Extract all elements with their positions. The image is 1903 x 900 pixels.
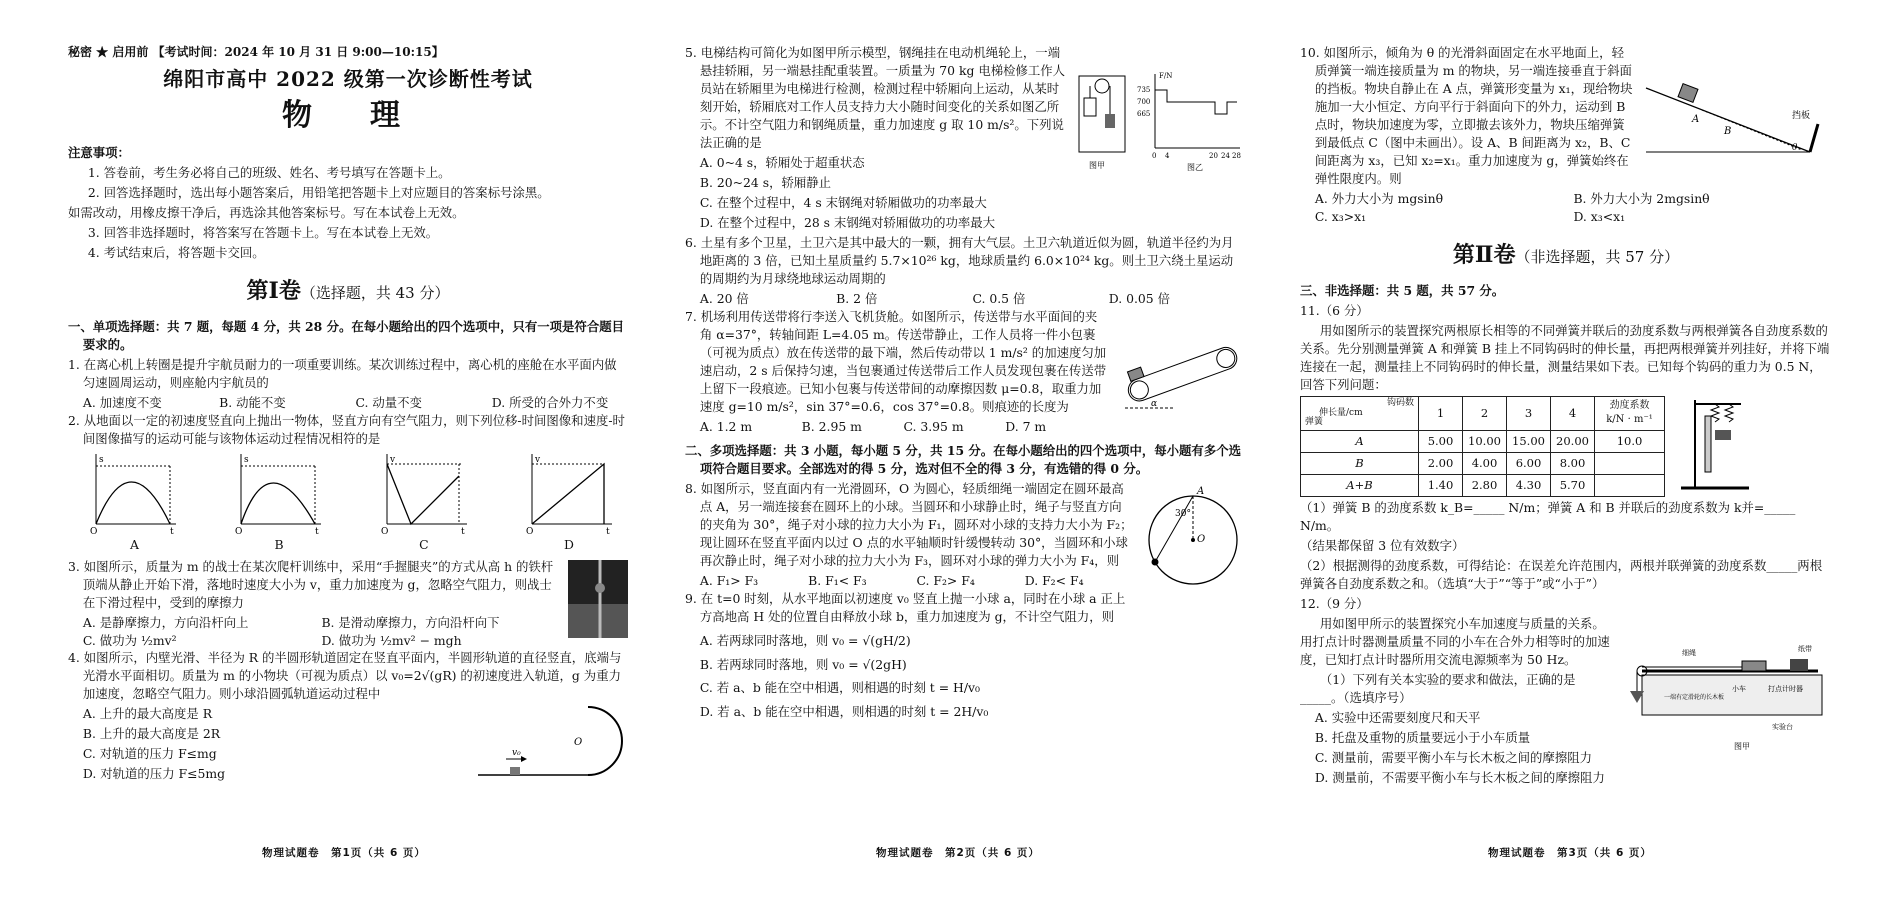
svg-text:O: O [574,737,583,749]
svg-text:665: 665 [1137,110,1151,118]
q11-spring-stand-figure [1675,396,1755,496]
q7-option-c[interactable]: C. 3.95 m [903,418,964,434]
q2-graph-c[interactable] [381,450,471,534]
q2-label-d: D [564,536,574,552]
q8-option-d[interactable]: D. F₂< F₄ [1024,572,1084,588]
q10-stem: 10. 如图所示，倾角为 θ 的光滑斜面固定在水平地面上，轻质弹簧一端连接质量为 m 的物块，另一端连接垂直于斜面的挡板。物块自静止在 A 点，弹簧形变量为 x₁，现给物块施加一大小恒定、方向平行于斜面向下的外力，运动到 B 点时，物块加速度为零，立即撤去该外力，物块压缩弹簧到最低点 C（图中未画出）。设 A、B 间距离为 x₂，B、C 间距离为 x₃，已知 x₂=x₁。重力加速度为 g，弹簧始终在弹性限度内。则 [1300,45,1633,186]
q5-option-b[interactable]: B. 20~24 s，轿厢静止 [699,174,832,190]
q12-block [1300,615,1832,787]
q8-block [685,480,1245,590]
q9-option-d[interactable]: D. 若 a、b 能在空中相遇，则相遇的时刻 t = 2H/v₀ [699,704,989,720]
q2-stem: 2. 从地面以一定的初速度竖直向上抛出一物体，竖直方向有空气阻力，则下列位移-时间图像和速度-时间图像描写的运动可能与该物体运动过程情况相符的是 [68,412,625,446]
q4-option-a[interactable]: A. 上升的最大高度是 R [82,706,213,722]
page-3-footer: 物理试题卷 第3页（共 6 页） [1488,847,1652,859]
q9-option-a[interactable]: A. 若两球同时落地，则 v₀ = √(gH/2) [699,632,911,648]
q12-option-a[interactable]: A. 实验中还需要刻度尺和天平 [1314,710,1481,726]
page-3 [1300,44,1832,864]
table-row: A 5.00 10.00 15.00 20.00 10.0 [1301,431,1665,453]
svg-text:一端有定滑轮的长木板: 一端有定滑轮的长木板 [1664,694,1725,702]
svg-text:s: s [99,454,104,465]
q5-block [685,44,1245,232]
q2-graphs [68,450,628,534]
q6-option-d[interactable]: D. 0.05 倍 [1108,290,1171,306]
q11-data-table [1300,396,1665,498]
table-col-head: 2 [1463,396,1507,431]
svg-text:O: O [90,526,98,534]
svg-text:0: 0 [1152,152,1157,160]
q11-table-row [1300,396,1832,498]
q2-label-b: B [274,536,284,552]
svg-text:t: t [460,526,465,534]
svg-text:A: A [1692,114,1700,125]
svg-text:t: t [315,526,319,534]
q1-option-a[interactable]: A. 加速度不变 [82,394,162,410]
q5-option-d[interactable]: D. 在整个过程中，28 s 末钢绳对轿厢做功的功率最大 [699,214,996,230]
q8-options [685,572,1133,590]
q5-elevator-figures [1075,68,1245,178]
note-item: 如需改动，用橡皮擦干净后，再选涂其他答案标号。写在本试卷上无效。 [68,204,465,220]
exam-time-header: 秘密 ★ 启用前 【考试时间：2024 年 10 月 31 日 9:00—10:15】 [68,45,444,59]
q6-option-b[interactable]: B. 2 倍 [836,290,878,306]
q12-number: 12.（9 分） [1300,596,1369,612]
svg-text:打点计时器: 打点计时器 [1768,685,1803,694]
q10-option-a[interactable]: A. 外力大小为 mgsinθ [1314,190,1444,206]
q1-stem: 1. 在离心机上转圈是提升宇航员耐力的一项重要训练。某次训练过程中，离心机的座舱在水平面内做匀速圆周运动，则座舱内宇航员的 [68,356,617,390]
svg-text:A: A [1197,485,1205,497]
svg-text:实验台: 实验台 [1772,723,1793,732]
table-row: B 2.00 4.00 6.00 8.00 [1301,453,1665,475]
q2-label-a: A [130,536,139,552]
q4-block [68,705,628,783]
svg-text:30°: 30° [1175,508,1191,519]
q7-option-d[interactable]: D. 7 m [1005,418,1047,434]
q9-stem: 9. 在 t=0 时刻，从水平地面以初速度 v₀ 竖直上抛一小球 a，同时在小球 a 正上方高地高 H 处的位置自由释放小球 b，重力加速度为 g，不计空气阻力，则 [685,590,1126,624]
svg-text:挡板: 挡板 [1792,111,1811,121]
note-item: 3. 回答非选择题时，将答案写在答题卡上。写在本试卷上无效。 [87,224,439,240]
q12-stem: 用如图甲所示的装置探究小车加速度与质量的关系。用打点计时器测量质量不同的小车在合外力相等时的加速度，已知打点计时器所用交流电源频率为 50 Hz。 [1300,616,1610,668]
svg-text:20: 20 [1209,152,1218,160]
q4-semicircle-figure [478,701,628,779]
q10-block [1300,44,1832,226]
svg-text:28: 28 [1232,152,1241,160]
q2-graph-b[interactable] [235,450,325,534]
page-2 [685,44,1245,864]
svg-text:B: B [1724,126,1732,137]
q6-option-a[interactable]: A. 20 倍 [699,290,749,306]
q3-option-d[interactable]: D. 做功为 ½mv² − mgh [321,632,462,648]
note-item: 4. 考试结束后，将答题卡交回。 [87,244,265,260]
svg-text:α: α [1151,398,1158,409]
q11-stem: 用如图所示的装置探究两根原长相等的不同弹簧并联后的劲度系数与两根弹簧各自劲度系数的关系。先分别测量弹簧 A 和弹簧 B 挂上不同钩码时的伸长量，再把两根弹簧并列挂好，并将下端连接在一起，测量挂上不同钩码时的伸长量，测量结果如下表。已知每个钩码的重力为 0.5 N，回答下列问题： [1300,322,1830,392]
svg-text:24: 24 [1221,152,1230,160]
svg-text:v: v [534,454,541,465]
page-2-footer: 物理试题卷 第2页（共 6 页） [876,847,1040,859]
table-col-head: 3 [1507,396,1551,431]
svg-text:v₀: v₀ [512,748,521,759]
page-1 [68,44,628,864]
q5-option-c[interactable]: C. 在整个过程中，4 s 末钢绳对轿厢做功的功率最大 [699,194,987,210]
q2-graph-d[interactable] [526,450,616,534]
svg-text:O: O [235,526,243,534]
svg-text:θ: θ [1792,143,1798,153]
svg-text:纸带: 纸带 [1798,645,1812,654]
q7-option-b[interactable]: B. 2.95 m [801,418,862,434]
svg-text:700: 700 [1137,98,1151,106]
q3-option-c[interactable]: C. 做功为 ½mv² [82,632,177,648]
q10-incline-figure [1642,72,1832,158]
q7-stem: 7. 机场利用传送带将行李送入飞机货舱。如图所示，传送带与水平面间的夹角 α=37°，转轴间距 L=4.05 m。传送带静止，工作人员将一件小包裹（可视为质点）放在传送带的最下端，然后传动带以 1 m/s² 的加速度匀加速启动，2 s 后保持匀速，当包裹通过传送带后工作人员发现包裹在传送带上留下一段痕迹。已知小包裹与传送带间的动摩擦因数 μ=0.8，取重力加速度 g=10 m/s²，sin 37°=0.6，cos 37°=0.8。则痕迹的长度为 [685,308,1107,414]
q8-option-a[interactable]: A. F₁> F₃ [699,572,759,588]
q1-option-c[interactable]: C. 动量不变 [355,394,422,410]
page-1-footer: 物理试题卷 第1页（共 6 页） [262,847,426,859]
q4-stem: 4. 如图所示，内壁光滑、半径为 R 的半圆形轨道固定在竖直平面内，半圆形轨道的直径竖直，底端与光滑水平面相切。质量为 m 的小物块（可视为质点）以 v₀=2√(gR) 的初速度进入轨道，g 为重力加速度，忽略空气阻力。则小球沿圆弧轨道运动过程中 [68,650,622,702]
q9-option-c[interactable]: C. 若 a、b 能在空中相遇，则相遇的时刻 t = H/v₀ [699,680,980,696]
q8-option-c[interactable]: C. F₂> F₄ [916,572,975,588]
section1-heading: 一、单项选择题：共 7 题，每题 4 分，共 28 分。在每小题给出的四个选项中，只有一项是符合题目要求的。 [68,318,624,352]
q3-stem: 3. 如图所示，质量为 m 的战士在某次爬杆训练中，采用“手握腿夹”的方式从高 h 的铁杆顶端从静止开始下滑，落地时速度大小为 v，重力加速度为 g，忽略空气阻力，则战士在下滑过程中，受到的摩擦力 [68,558,554,610]
q2-label-c: C [419,536,429,552]
q2-labels [68,536,628,554]
q7-conveyor-figure [1115,330,1245,416]
svg-text:图甲: 图甲 [1089,161,1105,170]
note-item: 2. 回答选择题时，选出每小题答案后，用铅笔把答题卡上对应题目的答案标号涂黑。 [87,184,550,200]
q4-option-c[interactable]: C. 对轨道的压力 F≤mg [82,746,217,762]
table-k-head: 劲度系数 k/N · m⁻¹ [1595,396,1665,431]
q11-part1: （1）弹簧 B 的劲度系数 k_B=_____ N/m；弹簧 A 和 B 并联后的劲度系数为 k并=_____ N/m。 [1300,500,1796,534]
subject-title: 物 理 [282,98,414,134]
q11-part1-note: （结果都保留 3 位有效数字） [1300,538,1465,554]
svg-text:4: 4 [1165,152,1170,160]
q12-option-c[interactable]: C. 测量前，需要平衡小车与长木板之间的摩擦阻力 [1314,750,1592,766]
note-item: 1. 答卷前，考生务必将自己的班级、姓名、考号填写在答题卡上。 [87,164,451,180]
q1-options [68,394,628,412]
svg-text:图乙: 图乙 [1187,163,1203,172]
exam-title: 绵阳市高中 2022 级第一次诊断性考试 [163,67,533,92]
q1-option-d[interactable]: D. 所受的合外力不变 [491,394,609,410]
svg-text:s: s [244,454,249,465]
svg-text:F/N: F/N [1159,72,1173,80]
table-corner: 钩码数 伸长量/cm 弹簧 [1301,396,1419,431]
section2-heading: 二、多项选择题：共 3 小题，每小题 5 分，共 15 分。在每小题给出的四个选项中，每小题有多个选项符合题目要求。全部选对的得 5 分，选对但不全的得 3 分，有选错的得 0 分。 [685,442,1241,476]
svg-text:O: O [525,526,534,534]
q4-option-b[interactable]: B. 上升的最大高度是 2R [82,726,221,742]
notes-title: 注意事项： [68,144,130,160]
q11-part2: （2）根据测得的劲度系数，可得结论：在误差允许范围内，两根并联弹簧的劲度系数_____两根弹簧各自劲度系数之和。（选填“大于”“等于”或“小于”） [1300,558,1823,592]
q3-soldier-photo [568,560,628,638]
q3-option-a[interactable]: A. 是静摩擦力，方向沿杆向上 [82,614,249,630]
q12-part1: （1）下列有关本实验的要求和做法，正确的是_____。（选填序号） [1300,672,1576,706]
q8-stem: 8. 如图所示，竖直面内有一光滑圆环，O 为圆心，轻质细绳一端固定在圆环最高点 A，另一端连接套在圆环上的小球。当圆环和小球静止时，绳子与竖直方向的夹角为 30°，绳子对小球的拉力大小为 F₁，圆环对小球的支持力大小为 F₂；现让圆环在竖直平面内以过 O 点的水平轴顺时针缓慢转动 30°，当圆环和小球再次静止时，绳子对小球的拉力大小为 F₃，圆环对小球的弹力大小为 F₄，则 [685,480,1133,568]
q5-stem: 5. 电梯结构可简化为如图甲所示模型，钢绳挂在电动机绳轮上，一端悬挂轿厢，另一端悬挂配重装置。一质量为 70 kg 电梯检修工作人员站在轿厢里为电梯进行检测，检测过程中轿厢向上运动，从某时刻开始，轿厢底对工作人员支持力大小随时间变化的关系如图乙所示。不计空气阻力和钢绳质量，重力加速度 g 取 10 m/s²。下列说法正确的是 [685,45,1066,150]
q6-stem: 6. 土星有多个卫星，土卫六是其中最大的一颗，拥有大气层。土卫六轨道近似为圆，轨道半径约为月地距离的 3 倍，已知土星质量约 5.7×10²⁶ kg，地球质量约 6.0×10²⁴ kg。则土卫六绕土星运动的周期约为月球绕地球运动周期的 [685,234,1234,286]
q9-option-b[interactable]: B. 若两球同时落地，则 v₀ = √(2gH) [699,656,907,672]
q3-block [68,558,628,650]
q8-ring-figure [1141,482,1245,592]
svg-text:细绳: 细绳 [1682,649,1696,658]
svg-text:图甲: 图甲 [1734,742,1750,752]
table-col-head: 1 [1419,396,1463,431]
table-col-head: 4 [1551,396,1595,431]
q7-block [685,308,1245,436]
svg-text:t: t [170,526,174,534]
table-row: A+B 1.40 2.80 4.30 5.70 [1301,475,1665,497]
section3-heading: 三、非选择题：共 5 题，共 57 分。 [1300,282,1505,298]
q11-number: 11.（6 分） [1300,302,1369,318]
q12-cart-setup-figure [1622,641,1832,757]
q6-options [685,290,1245,308]
q10-option-d[interactable]: D. x₃<x₁ [1573,208,1626,224]
svg-text:O: O [380,526,389,534]
svg-text:O: O [1197,533,1206,545]
q5-option-a[interactable]: A. 0~4 s，轿厢处于超重状态 [699,154,865,170]
q4-option-d[interactable]: D. 对轨道的压力 F≤5mg [82,766,226,782]
q6-option-c[interactable]: C. 0.5 倍 [972,290,1026,306]
svg-text:v: v [389,454,395,465]
q8-option-b[interactable]: B. F₁< F₃ [808,572,867,588]
q3-options [68,614,560,650]
part1-heading: 第Ⅰ卷（选择题，共 43 分） [246,277,450,304]
svg-text:t: t [605,526,610,534]
q2-graph-a[interactable] [90,450,180,534]
svg-text:735: 735 [1137,86,1151,94]
q3-option-b[interactable]: B. 是滑动摩擦力，方向沿杆向下 [321,614,500,630]
q10-options [1300,190,1832,226]
q7-option-a[interactable]: A. 1.2 m [699,418,753,434]
q12-option-b[interactable]: B. 托盘及重物的质量要远小于小车质量 [1314,730,1531,746]
part2-heading: 第Ⅱ卷（非选择题，共 57 分） [1452,241,1680,268]
q10-option-b[interactable]: B. 外力大小为 2mgsinθ [1573,190,1710,206]
q10-option-c[interactable]: C. x₃>x₁ [1314,208,1367,224]
q7-options [685,418,1107,436]
q1-option-b[interactable]: B. 动能不变 [219,394,286,410]
q12-option-d[interactable]: D. 测量前，不需要平衡小车与长木板之间的摩擦阻力 [1314,770,1605,786]
svg-text:小车: 小车 [1732,685,1746,694]
